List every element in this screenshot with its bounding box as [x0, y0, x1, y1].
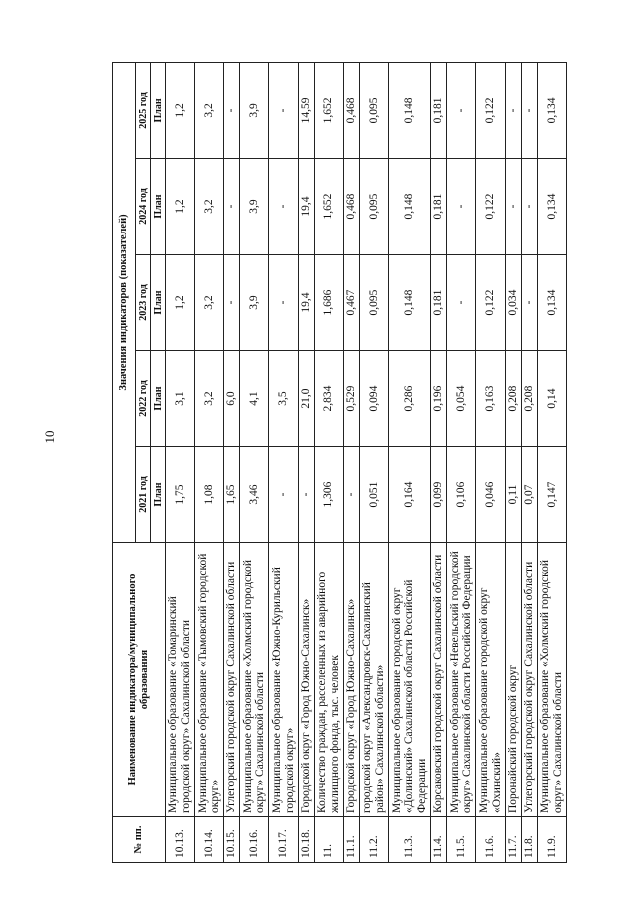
row-value: 0,467: [343, 255, 359, 351]
row-number: 11.9.: [537, 817, 566, 863]
row-value: 0,095: [359, 62, 388, 158]
row-number: 11.4.: [431, 817, 447, 863]
header-plan: План: [151, 447, 166, 543]
row-value: 1,08: [195, 447, 224, 543]
row-value: -: [224, 62, 240, 158]
table-row: [224, 62, 240, 862]
row-value: 0,134: [537, 62, 566, 158]
row-value: 1,2: [166, 159, 195, 255]
row-value: 0,054: [447, 351, 476, 447]
row-value: -: [224, 255, 240, 351]
table-row: [343, 62, 359, 862]
table-row: [431, 62, 447, 862]
row-value: 1,652: [314, 159, 343, 255]
row-value: 0,14: [537, 351, 566, 447]
row-value: -: [269, 159, 298, 255]
row-number: 11.6.: [476, 817, 505, 863]
table-row: [195, 62, 224, 862]
header-year: 2022 год: [136, 351, 151, 447]
row-value: 0,122: [476, 159, 505, 255]
row-number: 10.16.: [240, 817, 269, 863]
row-value: 0,095: [359, 159, 388, 255]
header-group: Значения индикаторов (показателей): [113, 62, 136, 542]
row-value: -: [447, 159, 476, 255]
header-plan: План: [151, 255, 166, 351]
row-value: 0,122: [476, 62, 505, 158]
row-value: 1,65: [224, 447, 240, 543]
row-value: 0,148: [389, 255, 431, 351]
row-number: 10.17.: [269, 817, 298, 863]
row-number: 10.18.: [298, 817, 314, 863]
row-value: 1,2: [166, 255, 195, 351]
table-row: [359, 62, 388, 862]
row-name: Корсаковский городской округ Сахалинской области: [431, 543, 447, 817]
row-value: -: [447, 255, 476, 351]
row-number: 11.7.: [505, 817, 521, 863]
row-value: 0,196: [431, 351, 447, 447]
row-number: 11.3.: [389, 817, 431, 863]
header-year: 2025 год: [136, 62, 151, 158]
row-value: 0,208: [505, 351, 521, 447]
indicator-table-wrapper: [112, 63, 567, 863]
row-value: 0,046: [476, 447, 505, 543]
row-number: 11.5.: [447, 817, 476, 863]
row-value: 0,181: [431, 159, 447, 255]
row-value: -: [521, 159, 537, 255]
row-value: 1,652: [314, 62, 343, 158]
row-value: 0,468: [343, 159, 359, 255]
row-name: Углегорский городской округ Сахалинской области: [521, 543, 537, 817]
row-value: 1,2: [166, 62, 195, 158]
row-name: Углегорский городской округ Сахалинской области: [224, 543, 240, 817]
row-value: 0,094: [359, 351, 388, 447]
row-value: 0,208: [521, 351, 537, 447]
row-value: 0,034: [505, 255, 521, 351]
table-row: [269, 62, 298, 862]
row-value: 1,75: [166, 447, 195, 543]
row-value: 4,1: [240, 351, 269, 447]
row-value: 0,134: [537, 255, 566, 351]
row-value: -: [269, 447, 298, 543]
header-name: Наименование индикатора/муниципального образования: [113, 543, 166, 817]
row-number: 10.15.: [224, 817, 240, 863]
table-row: [314, 62, 343, 862]
row-value: 0,051: [359, 447, 388, 543]
row-value: -: [447, 62, 476, 158]
row-number: 10.13.: [166, 817, 195, 863]
row-number: 10.14.: [195, 817, 224, 863]
row-value: 14,59: [298, 62, 314, 158]
row-value: 0,11: [505, 447, 521, 543]
row-value: -: [269, 255, 298, 351]
row-value: 19,4: [298, 159, 314, 255]
row-name: Муниципальное образование «Томаринский городской округ» Сахалинской области: [166, 543, 195, 817]
row-name: Муниципальное образование «Тымовский городской округ»: [195, 543, 224, 817]
row-value: -: [505, 62, 521, 158]
row-value: 0,468: [343, 62, 359, 158]
row-name: Муниципальное образование «Холмский городской округ» Сахалинской области: [537, 543, 566, 817]
row-value: 0,106: [447, 447, 476, 543]
row-value: 0,134: [537, 159, 566, 255]
row-value: 0,148: [389, 159, 431, 255]
row-value: 3,2: [195, 159, 224, 255]
table-row: [537, 62, 566, 862]
row-number: 11.2.: [359, 817, 388, 863]
row-value: 3,9: [240, 159, 269, 255]
row-value: 21,0: [298, 351, 314, 447]
row-value: 0,148: [389, 62, 431, 158]
row-value: -: [521, 62, 537, 158]
page-number: 10: [42, 430, 57, 444]
row-value: 3,1: [166, 351, 195, 447]
row-value: 2,834: [314, 351, 343, 447]
table-row: [240, 62, 269, 862]
row-value: 1,306: [314, 447, 343, 543]
table-row: [476, 62, 505, 862]
row-value: 0,529: [343, 351, 359, 447]
row-number: 11.: [314, 817, 343, 863]
row-value: -: [343, 447, 359, 543]
row-value: 0,147: [537, 447, 566, 543]
header-num: № пп.: [113, 817, 166, 863]
row-value: 0,122: [476, 255, 505, 351]
row-name: Муниципальное образование городской округ «Охинский»: [476, 543, 505, 817]
row-value: 0,095: [359, 255, 388, 351]
header-year: 2024 год: [136, 159, 151, 255]
row-value: -: [521, 255, 537, 351]
row-value: 3,46: [240, 447, 269, 543]
row-name: городской округ «Александровск-Сахалинский район» Сахалинской области»: [359, 543, 388, 817]
row-value: 3,2: [195, 255, 224, 351]
table-row: [447, 62, 476, 862]
row-number: 11.1.: [343, 817, 359, 863]
row-value: -: [505, 159, 521, 255]
row-value: 0,164: [389, 447, 431, 543]
row-value: 0,181: [431, 62, 447, 158]
row-value: 19,4: [298, 255, 314, 351]
table-row: [505, 62, 521, 862]
table-row: [166, 62, 195, 862]
row-value: 0,163: [476, 351, 505, 447]
row-name: Муниципальное образование «Холмский городской округ» Сахалинской области: [240, 543, 269, 817]
row-name: Муниципальное образование городской округ «Долинский» Сахалинской области Российской Федерации: [389, 543, 431, 817]
row-value: 0,286: [389, 351, 431, 447]
row-value: 1,686: [314, 255, 343, 351]
row-value: 0,181: [431, 255, 447, 351]
row-value: 3,2: [195, 62, 224, 158]
row-name: Муниципальное образование «Невельский городской округ» Сахалинской области Российской Федерации: [447, 543, 476, 817]
row-value: 3,5: [269, 351, 298, 447]
row-value: -: [269, 62, 298, 158]
row-name: Поронайский городской округ: [505, 543, 521, 817]
header-plan: План: [151, 351, 166, 447]
row-name: Городской округ «Город Южно-Сахалинск»: [298, 543, 314, 817]
row-name: Городской округ «Город Южно-Сахалинск»: [343, 543, 359, 817]
header-plan: План: [151, 62, 166, 158]
table-row: [389, 62, 431, 862]
row-value: 6,0: [224, 351, 240, 447]
table-row: [298, 62, 314, 862]
row-value: -: [224, 159, 240, 255]
row-value: 0,07: [521, 447, 537, 543]
row-value: 3,2: [195, 351, 224, 447]
header-plan: План: [151, 159, 166, 255]
row-number: 11.8.: [521, 817, 537, 863]
row-value: 3,9: [240, 62, 269, 158]
indicator-table: [112, 62, 567, 863]
row-name: Количество граждан, расселенных из аварийного жилищного фонда, тыс. человек: [314, 543, 343, 817]
table-row: [521, 62, 537, 862]
header-year: 2023 год: [136, 255, 151, 351]
header-year: 2021 год: [136, 447, 151, 543]
row-value: 3,9: [240, 255, 269, 351]
row-name: Муниципальное образование «Южно-Курильский городской округ»: [269, 543, 298, 817]
row-value: -: [298, 447, 314, 543]
row-value: 0,099: [431, 447, 447, 543]
